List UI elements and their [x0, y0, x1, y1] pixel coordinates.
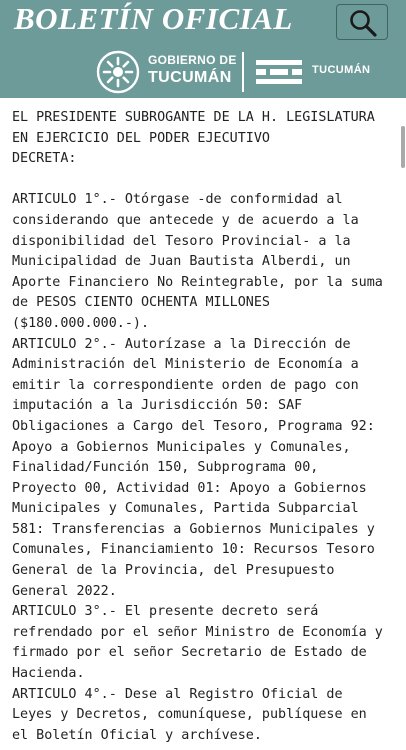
decree-line: emitir la correspondiente orden de pago con	[12, 377, 359, 393]
province-logo-text: TUCUMÁN	[312, 64, 371, 76]
decree-line: ARTICULO 2°.- Autorízase a la Dirección de	[12, 336, 351, 352]
decree-line: General 2022.	[12, 583, 117, 599]
decree-line: Municipalidad de Juan Bautista Alberdi, un	[12, 254, 351, 270]
decree-line: disponibilidad del Tesoro Provincial- a la	[12, 233, 351, 249]
decree-line: de PESOS CIENTO OCHENTA MILLONES	[12, 295, 270, 311]
decree-line: 581: Transferencias a Gobiernos Municipales y	[12, 521, 375, 537]
government-logo-text	[148, 52, 237, 88]
decree-line: EL PRESIDENTE SUBROGANTE DE LA H. LEGISLATURA	[12, 110, 375, 125]
site-title[interactable]: BOLETÍN OFICIAL	[14, 1, 293, 36]
government-logo-line1: GOBIERNO DE	[148, 53, 237, 67]
search-button[interactable]	[336, 4, 388, 40]
scrollbar[interactable]	[401, 126, 405, 168]
decree-line: ARTICULO 3°.- El presente decreto será	[12, 604, 319, 620]
decree-line: EN EJERCICIO DEL PODER EJECUTIVO	[12, 130, 270, 146]
decree-line: Finalidad/Función 150, Subprograma 00,	[12, 460, 319, 476]
decree-line: refrendado por el señor Ministro de Economía y	[12, 624, 383, 640]
blank-line	[12, 170, 396, 191]
decree-line: considerando que antecede y de acuerdo a la	[12, 212, 359, 228]
logo-divider	[242, 52, 244, 92]
decree-line: Municipales y Comunales, Partida Subparcial	[12, 501, 359, 517]
decree-line: imputación a la Jurisdicción 50: SAF	[12, 398, 303, 414]
decree-line: ARTICULO 1°.- Otórgase -de conformidad al	[12, 192, 343, 208]
decree-line: Comunales, Financiamiento 10: Recursos Tesoro	[12, 542, 375, 558]
decree-line: Apoyo a Gobiernos Municipales y Comunales,	[12, 439, 351, 455]
decree-line: Obligaciones a Cargo del Tesoro, Programa 92:	[12, 418, 375, 434]
site-header	[0, 0, 406, 98]
government-logo-line2: TUCUMÁN	[148, 69, 232, 86]
province-flag-icon	[256, 60, 302, 84]
decree-line: Administración del Ministerio de Economía a	[12, 357, 359, 373]
decree-line: Hacienda.	[12, 666, 85, 682]
decree-line: firmado por el señor Secretario de Estado de	[12, 645, 367, 661]
decree-line: DECRETA:	[12, 151, 77, 167]
decree-line: el Boletín Oficial y archívese.	[12, 727, 262, 743]
government-seal-icon	[96, 50, 140, 94]
decree-line: Proyecto 00, Actividad 01: Apoyo a Gobiernos	[12, 480, 367, 496]
decree-line: ARTICULO 4°.- Dese al Registro Oficial de	[12, 686, 343, 702]
decree-text	[12, 108, 396, 746]
decree-line: Leyes y Decretos, comuníquese, publíquese en	[12, 707, 367, 723]
search-icon	[347, 8, 379, 38]
decree-line: Aporte Financiero No Reintegrable, por la suma	[12, 274, 383, 290]
decree-line: General de la Provincia, del Presupuesto	[12, 563, 335, 579]
decree-line: ($180.000.000.-).	[12, 315, 150, 331]
